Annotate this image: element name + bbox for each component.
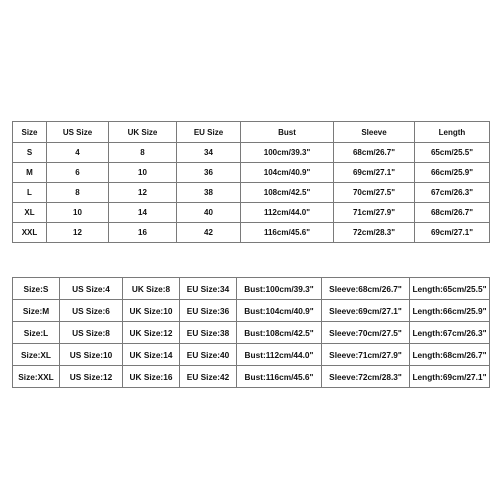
table-cell: US Size:12: [60, 366, 123, 388]
table-cell: UK Size:10: [123, 300, 180, 322]
table-cell: Length:68cm/26.7": [410, 344, 490, 366]
table-cell: 68cm/26.7": [334, 143, 415, 163]
table-cell: EU Size:42: [180, 366, 237, 388]
table-cell: S: [13, 143, 47, 163]
table-cell: 10: [47, 203, 109, 223]
table-row: [13, 183, 490, 203]
table-cell: Size:M: [13, 300, 60, 322]
table-cell: US Size:6: [60, 300, 123, 322]
table-cell: EU Size:38: [180, 322, 237, 344]
table-cell: EU Size:34: [180, 278, 237, 300]
table-cell: 4: [47, 143, 109, 163]
table-row: [13, 366, 490, 388]
table-cell: 12: [47, 223, 109, 243]
table-cell: Sleeve:70cm/27.5": [322, 322, 410, 344]
table-cell: Length:67cm/26.3": [410, 322, 490, 344]
table-cell: XXL: [13, 223, 47, 243]
table-cell: Size:XL: [13, 344, 60, 366]
table-row: [13, 344, 490, 366]
table-cell: 69cm/27.1": [415, 223, 490, 243]
table-cell: 8: [109, 143, 177, 163]
table-cell: Bust:108cm/42.5": [237, 322, 322, 344]
table-row: [13, 223, 490, 243]
table-cell: Size:L: [13, 322, 60, 344]
table-cell: 8: [47, 183, 109, 203]
table-cell: Sleeve:68cm/26.7": [322, 278, 410, 300]
table-cell: EU Size:40: [180, 344, 237, 366]
table-cell: 72cm/28.3": [334, 223, 415, 243]
table-cell: EU Size:36: [180, 300, 237, 322]
table-cell: Bust:116cm/45.6": [237, 366, 322, 388]
table-row: [13, 278, 490, 300]
table-cell: 42: [177, 223, 241, 243]
table-cell: Sleeve:69cm/27.1": [322, 300, 410, 322]
size-chart-inline-table: [12, 277, 490, 388]
table-row: [13, 322, 490, 344]
table-cell: Length:65cm/25.5": [410, 278, 490, 300]
table-cell: 36: [177, 163, 241, 183]
table-cell: 34: [177, 143, 241, 163]
table-cell: 12: [109, 183, 177, 203]
table-cell: 69cm/27.1": [334, 163, 415, 183]
table-cell: US Size:10: [60, 344, 123, 366]
table-cell: 40: [177, 203, 241, 223]
table-cell: XL: [13, 203, 47, 223]
table-cell: L: [13, 183, 47, 203]
table-cell: UK Size:14: [123, 344, 180, 366]
table-cell: UK Size:8: [123, 278, 180, 300]
table-header-row: [13, 122, 490, 143]
table-cell: US Size:4: [60, 278, 123, 300]
table-cell: UK Size:12: [123, 322, 180, 344]
header-cell-bust: Bust: [241, 122, 334, 143]
table-cell: 104cm/40.9": [241, 163, 334, 183]
table-row: [13, 163, 490, 183]
header-cell-eu-size: EU Size: [177, 122, 241, 143]
table-cell: 14: [109, 203, 177, 223]
table-cell: US Size:8: [60, 322, 123, 344]
table-cell: 71cm/27.9": [334, 203, 415, 223]
table-cell: Sleeve:72cm/28.3": [322, 366, 410, 388]
table-cell: 108cm/42.5": [241, 183, 334, 203]
table-cell: 6: [47, 163, 109, 183]
table-cell: 70cm/27.5": [334, 183, 415, 203]
table-cell: 16: [109, 223, 177, 243]
table-cell: 38: [177, 183, 241, 203]
header-cell-sleeve: Sleeve: [334, 122, 415, 143]
table-row: [13, 143, 490, 163]
header-cell-length: Length: [415, 122, 490, 143]
table-cell: 116cm/45.6": [241, 223, 334, 243]
table-cell: 67cm/26.3": [415, 183, 490, 203]
table-cell: Bust:100cm/39.3": [237, 278, 322, 300]
table-cell: Size:S: [13, 278, 60, 300]
table-cell: Sleeve:71cm/27.9": [322, 344, 410, 366]
header-cell-us-size: US Size: [47, 122, 109, 143]
table-cell: 100cm/39.3": [241, 143, 334, 163]
table-row: [13, 203, 490, 223]
header-cell-uk-size: UK Size: [109, 122, 177, 143]
table-cell: Length:69cm/27.1": [410, 366, 490, 388]
table-cell: 65cm/25.5": [415, 143, 490, 163]
table-row: [13, 300, 490, 322]
header-cell-size: Size: [13, 122, 47, 143]
table-cell: Bust:104cm/40.9": [237, 300, 322, 322]
size-chart-table: [12, 121, 490, 243]
table-cell: Bust:112cm/44.0": [237, 344, 322, 366]
table-cell: UK Size:16: [123, 366, 180, 388]
table-cell: 10: [109, 163, 177, 183]
table-cell: 66cm/25.9": [415, 163, 490, 183]
table-cell: 68cm/26.7": [415, 203, 490, 223]
table-cell: Length:66cm/25.9": [410, 300, 490, 322]
table-cell: Size:XXL: [13, 366, 60, 388]
table-cell: 112cm/44.0": [241, 203, 334, 223]
table-cell: M: [13, 163, 47, 183]
